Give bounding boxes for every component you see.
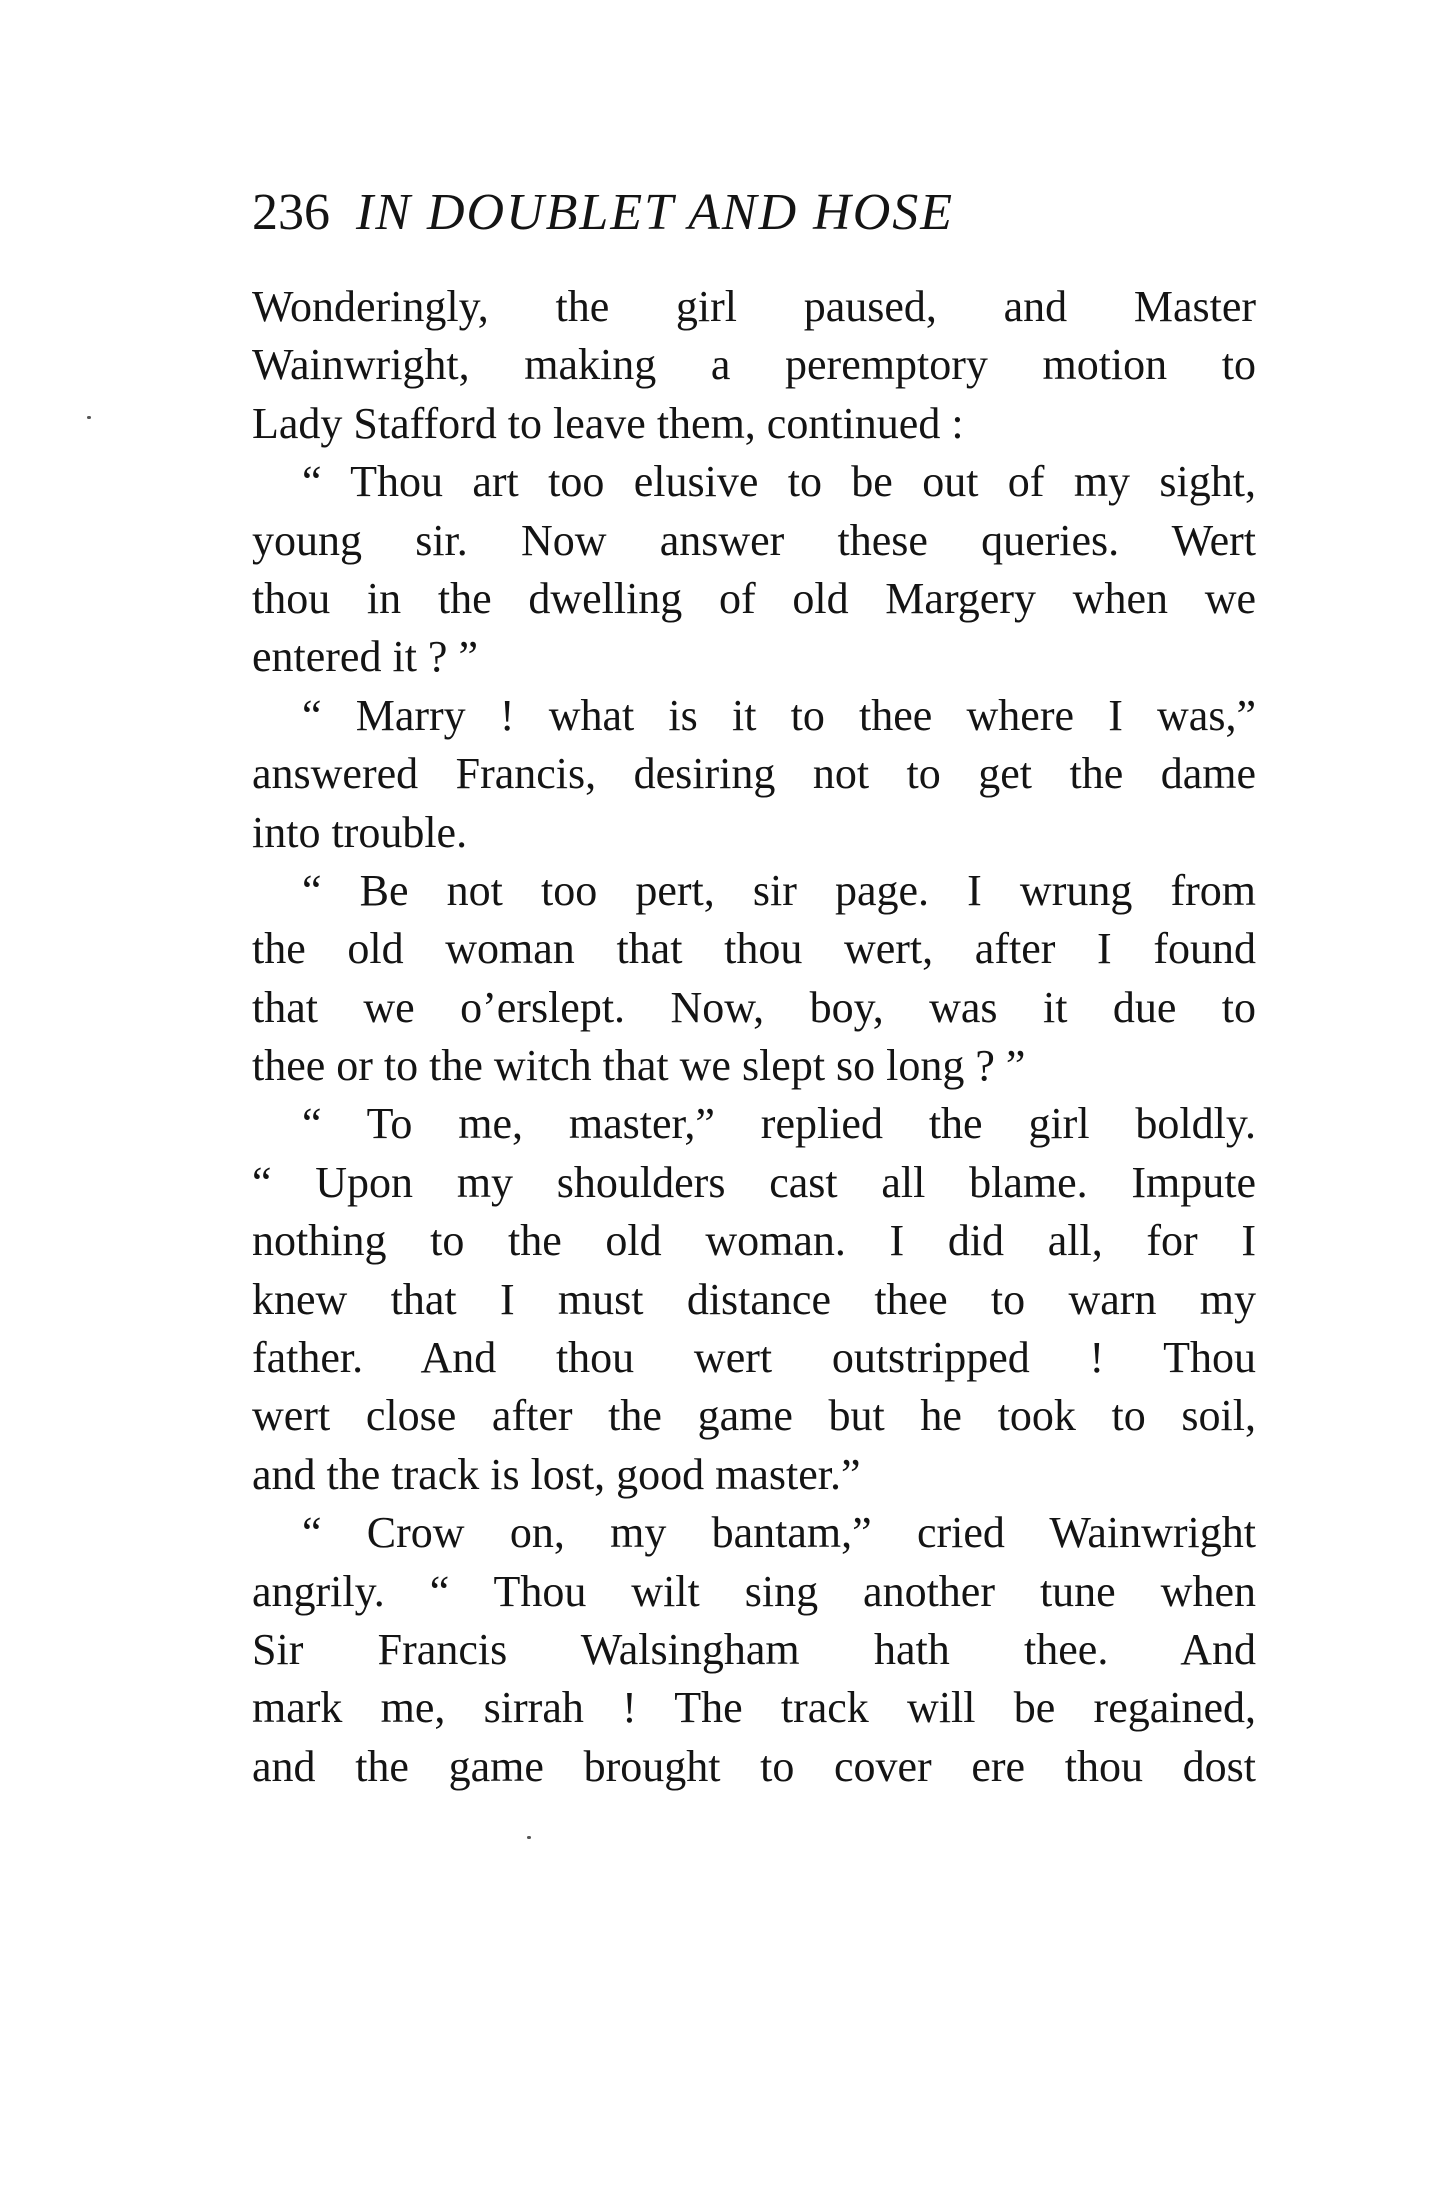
text-line: Lady Stafford to leave them, continued :	[252, 398, 964, 448]
text-line: thee or to the witch that we slept so long ? ”	[252, 1041, 1026, 1091]
text-line: nothing to the old woman. I did all, for I	[252, 1216, 1256, 1266]
text-line: Wainwright, making a peremptory motion to	[252, 340, 1256, 390]
text-line: mark me, sirrah ! The track will be regained,	[252, 1683, 1256, 1733]
text-line: Sir Francis Walsingham hath thee. And	[252, 1624, 1256, 1674]
text-line: thou in the dwelling of old Margery when we	[252, 573, 1256, 623]
margin-speck	[87, 416, 91, 419]
text-line: answered Francis, desiring not to get the dame	[252, 749, 1256, 799]
page-header	[252, 178, 1252, 248]
text-line: “ Be not too pert, sir page. I wrung from	[302, 865, 1256, 915]
text-line: “ Upon my shoulders cast all blame. Impute	[252, 1157, 1256, 1207]
text-line: entered it ? ”	[252, 632, 478, 682]
text-line: the old woman that thou wert, after I found	[252, 924, 1256, 974]
body-text	[252, 278, 1256, 1796]
text-line: angrily. “ Thou wilt sing another tune when	[252, 1566, 1256, 1616]
text-line: knew that I must distance thee to warn my	[252, 1274, 1256, 1324]
text-line: “ Crow on, my bantam,” cried Wainwright	[302, 1508, 1256, 1558]
page-number: 236	[252, 184, 330, 241]
text-line: into trouble.	[252, 807, 468, 857]
text-line: “ Marry ! what is it to thee where I was,”	[302, 690, 1256, 740]
text-line: that we o’erslept. Now, boy, was it due to	[252, 982, 1256, 1032]
text-line: young sir. Now answer these queries. Wert	[252, 515, 1256, 565]
text-line: “ To me, master,” replied the girl boldly.	[302, 1099, 1256, 1149]
text-line: father. And thou wert outstripped ! Thou	[252, 1333, 1256, 1383]
text-line: wert close after the game but he took to soil,	[252, 1391, 1256, 1441]
margin-speck	[527, 1836, 531, 1839]
text-line: and the game brought to cover ere thou dost	[252, 1741, 1256, 1791]
text-line: “ Thou art too elusive to be out of my sight,	[302, 457, 1256, 507]
running-title: IN DOUBLET AND HOSE	[356, 184, 955, 241]
text-line: and the track is lost, good master.”	[252, 1449, 861, 1499]
text-line: Wonderingly, the girl paused, and Master	[252, 282, 1256, 331]
